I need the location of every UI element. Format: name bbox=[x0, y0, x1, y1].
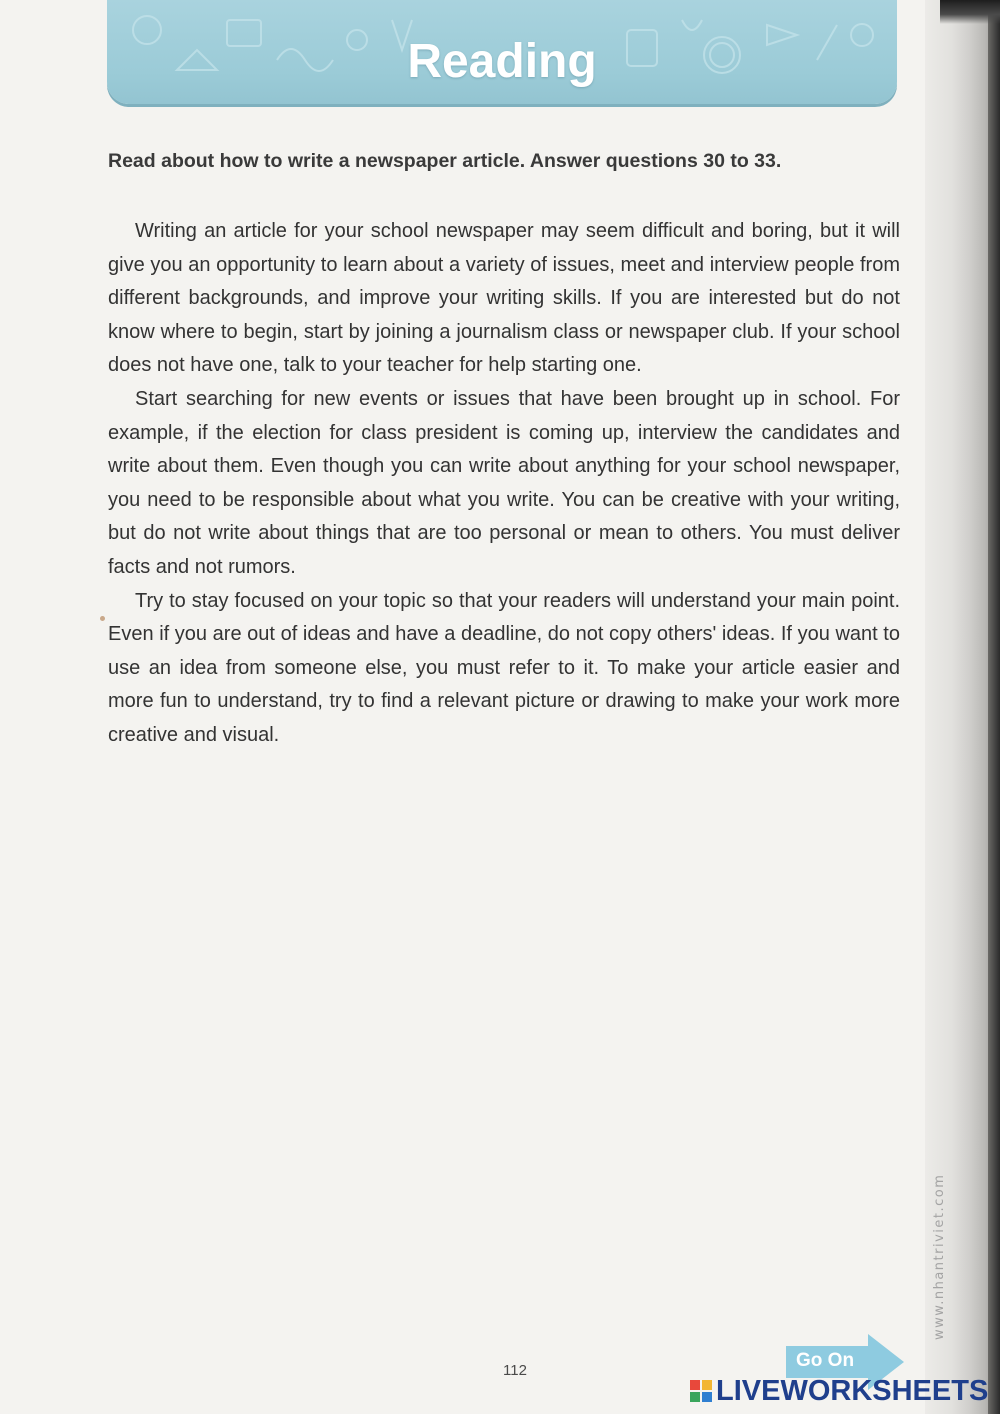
liveworksheets-icon bbox=[690, 1380, 712, 1402]
article-paragraph-3: Try to stay focused on your topic so that your readers will understand your main point. Even if you are out of ideas and have a deadline, do not copy others' ideas. If you want to use an idea from someone else, you must refer to it. To make your article easier and more fun to understand, try to find a relevant picture or drawing to make your work more creative and visual. bbox=[108, 589, 900, 746]
article-text bbox=[108, 215, 900, 753]
go-on-label: Go On bbox=[796, 1350, 855, 1371]
reading-instruction: Read about how to write a newspaper article. Answer questions 30 to 33. bbox=[108, 150, 782, 172]
ink-speck bbox=[100, 616, 105, 621]
page-edge bbox=[988, 0, 1000, 1414]
article-paragraph-2: Start searching for new events or issues that have been brought up in school. For example, if the election for class president is coming up, interview the candidates and write about them. Even though you can write about anything for your school newspaper, you need to be responsible about what you write. You can be creative with your writing, but do not write about things that are too personal or mean to others. You must deliver facts and not rumors. bbox=[108, 387, 900, 578]
section-banner bbox=[107, 0, 897, 104]
article-paragraph-1: Writing an article for your school newspaper may seem difficult and boring, but it will give you an opportunity to learn about a variety of issues, meet and interview people from different backgrounds, and improve your writing skills. If you are interested but do not know where to begin, start by joining a journalism class or newspaper club. If your school does not have one, talk to your teacher for help starting one. bbox=[108, 220, 900, 377]
page-number: 112 bbox=[503, 1362, 527, 1379]
liveworksheets-logo bbox=[690, 1374, 988, 1408]
publisher-watermark: www.nhantriviet.com bbox=[932, 1173, 947, 1340]
page-corner-shadow bbox=[940, 0, 1000, 24]
liveworksheets-wordmark: LIVEWORKSHEETS bbox=[716, 1374, 989, 1407]
page-title: Reading bbox=[407, 35, 597, 88]
